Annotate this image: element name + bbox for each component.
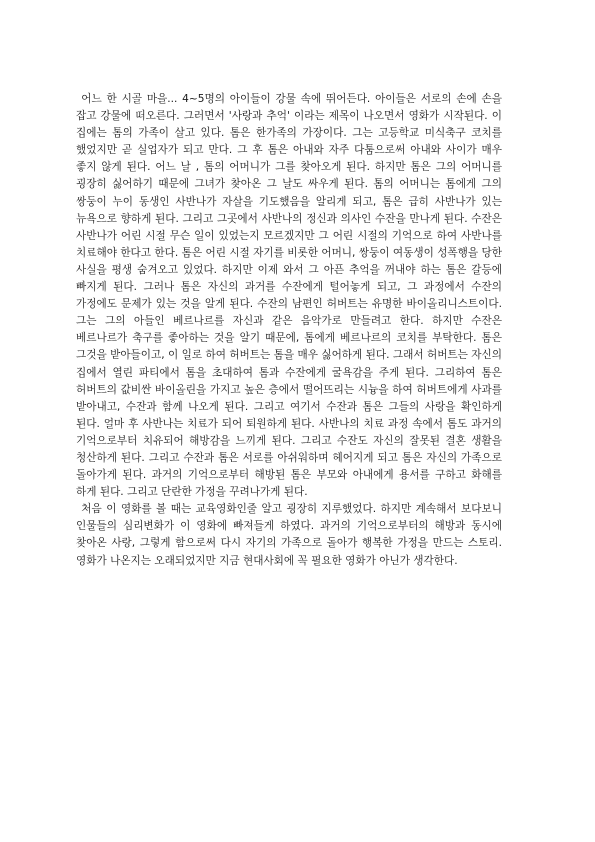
paragraph-summary: 어느 한 시골 마을... 4~5명의 아이들이 강물 속에 뛰어든다. 아이들은 서로의 손에 손을 잡고 강물에 떠오른다. 그러면서 '사랑과 추억' 이라는 제목이 나오면서 영화가 시작된다. 이 집에는 톰의 가족이 살고 있다. 톰은 한가족의 가장이다. 그는 고등학교 미식축구 코치를 했었지만 곧 실업자가 되고 만다. 그 후 톰은 아내와 자주 다툼으로써 아내와 사이가 매우 좋지 않게 된다. 어느 날 , 톰의 어머니가 그를 찾아오게 된다. 하지만 톰은 그의 어머니를 굉장히 싫어하기 때문에 그녀가 찾아온 그 날도 싸우게 된다. 톰의 어머니는 톰에게 그의 쌍둥이 누이 동생인 사반나가 자살을 기도했음을 알리게 되고, 톰은 급히 사반나가 있는 뉴욕으로 향하게 된다. 그리고 그곳에서 사반나의 정신과 의사인 수잔을 만나게 된다. 수잔은 사반나가 어린 시절 무슨 일이 있었는지 모르겠지만 그 어린 시절의 기억으로 하여 사반나를 치료해야 한다고 한다. 톰은 어린 시절 자기를 비롯한 어머니, 쌍둥이 여동생이 성폭행을 당한 사실을 평생 숨겨오고 있었다. 하지만 이제 와서 그 아픈 추억을 꺼내야 하는 톰은 갈등에 빠지게 된다. 그러나 톰은 자신의 과거를 수잔에게 털어놓게 되고, 그 과정에서 수잔의 가정에도 문제가 있는 것을 알게 된다. 수잔의 남편인 허버트는 유명한 바이올리니스트이다. 그는 그의 아들인 베르나르를 자신과 같은 음악가로 만들려고 한다. 하지만 수잔은 베르나르가 축구를 좋아하는 것을 알기 때문에, 톰에게 베르나르의 코치를 부탁한다. 톰은 그것을 받아들이고, 이 일로 하여 허버트는 톰을 매우 싫어하게 된다. 그래서 허버트는 자신의 집에서 열린 파티에서 톰을 초대하여 톰과 수잔에게 굴욕감을 주게 된다. 그리하여 톰은 허버트의 값비싼 바이올린을 가지고 높은 층에서 떨어뜨리는 시늉을 하여 허버트에게 사과를 받아내고, 수잔과 함께 나오게 된다. 그리고 여기서 수잔과 톰은 그들의 사랑을 확인하게 된다. 얼마 후 사반나는 치료가 되어 퇴원하게 된다. 사반나의 치료 과정 속에서 톰도 과거의 기억으로부터 치유되어 해방감을 느끼게 된다. 그리고 수잔도 자신의 잘못된 결혼 생활을 청산하게 된다. 그리고 수잔과 톰은 서로를 아쉬워하며 헤어지게 되고 톰은 자신의 가족으로 돌아가게 된다. 과거의 기억으로부터 해방된 톰은 부모와 아내에게 용서를 구하고 화해를 하게 된다. 그리고 단란한 가정을 꾸려나가게 된다. bbox=[76, 93, 502, 499]
document-body bbox=[76, 91, 502, 570]
paragraph-review: 처음 이 영화를 볼 때는 교육영화인줄 알고 굉장히 지루했었다. 하지만 계속해서 보다보니 인물들의 심리변화가 이 영화에 빠져들게 하였다. 과거의 기억으로부터의 해방과 동시에 찾아온 사랑, 그렇게 함으로써 다시 자기의 가족으로 돌아가 행복한 가정을 만드는 스토리. 영화가 나온지는 오래되었지만 지금 현대사회에 꼭 필요한 영화가 아닌가 생각한다. bbox=[76, 503, 502, 567]
